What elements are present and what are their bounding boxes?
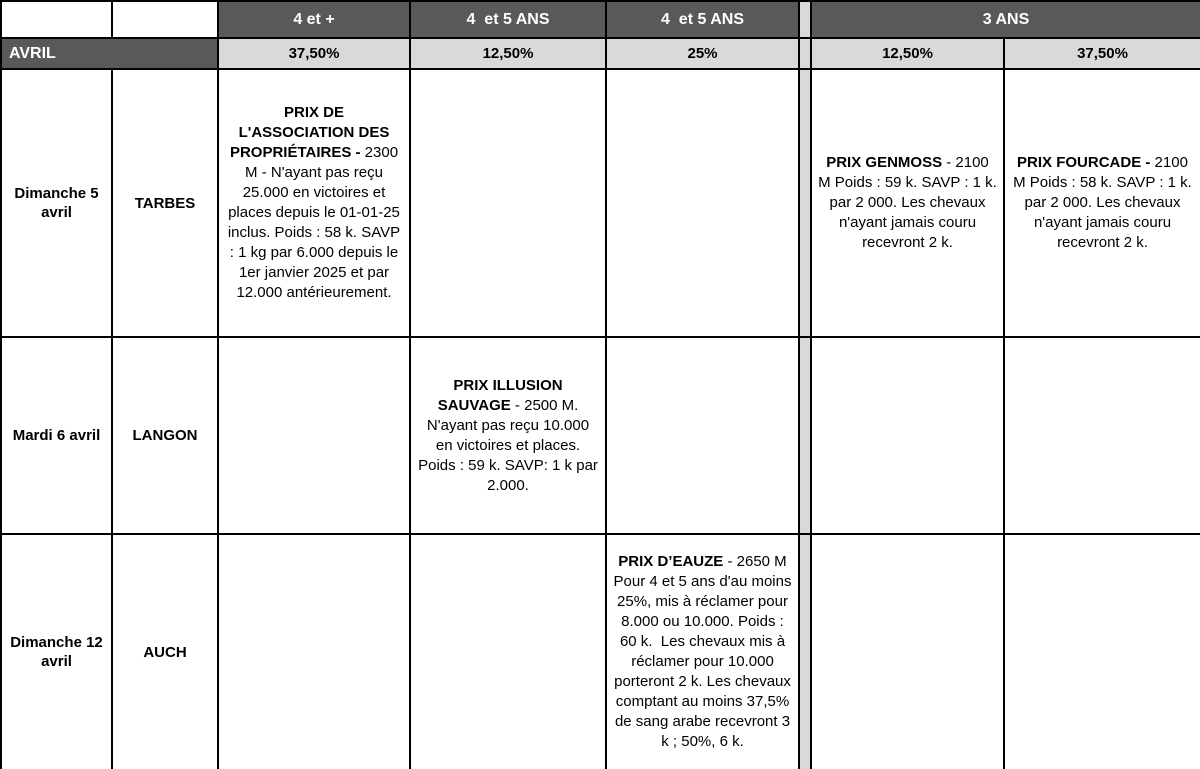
empty-cell	[811, 337, 1004, 534]
venue-cell: LANGON	[112, 337, 218, 534]
separator-column	[799, 69, 811, 337]
race-cell-genmoss	[811, 69, 1004, 337]
race-title: PRIX FOURCADE -	[1017, 154, 1151, 171]
age-group-header-4-et-5-ans-a: 4 et 5 ANS	[410, 1, 606, 38]
date-cell: Dimanche 5 avril	[1, 69, 112, 337]
race-cell-eauze	[606, 534, 799, 769]
percent-cell-col7: 37,50%	[1004, 38, 1200, 69]
venue-cell: AUCH	[112, 534, 218, 769]
race-details: - 2650 M Pour 4 et 5 ans d'au moins 25%, mis à réclamer pour 8.000 ou 10.000. Poids : 60 k. Les chevaux mis à réclamer pour 10.000 porteront 2 k. Les chevaux comptant au moins 37,5% de sang arabe recevront 3 k ; 50%, 6 k.	[613, 553, 796, 750]
race-title: PRIX ILLUSION SAUVAGE	[437, 376, 567, 414]
race-title: PRIX D’EAUZE	[618, 553, 724, 570]
age-group-header-4-et-5-ans-b: 4 et 5 ANS	[606, 1, 799, 38]
percent-cell-col4: 12,50%	[410, 38, 606, 69]
race-details: - 2500 M. N'ayant pas reçu 10.000 en victoires et places. Poids : 59 k. SAVP: 1 k par 2.000.	[418, 396, 603, 494]
separator-column	[799, 38, 811, 69]
race-cell-illusion-sauvage	[410, 337, 606, 534]
race-details: 2300 M - N'ayant pas reçu 25.000 en victoires et places depuis le 01-01-25 inclus. Poids : 58 k. SAVP : 1 kg par 6.000 depuis le 1er janvier 2025 et par 12.000 antérieurement.	[227, 144, 405, 301]
empty-cell	[811, 534, 1004, 769]
venue-cell: TARBES	[112, 69, 218, 337]
race-details: - 2100 M Poids : 59 k. SAVP : 1 k. par 2 000. Les chevaux n'ayant jamais couru recevront 2 k.	[818, 154, 1002, 251]
empty-corner-cell-2	[112, 1, 218, 38]
age-group-header-3-ans: 3 ANS	[811, 1, 1200, 38]
empty-cell	[606, 337, 799, 534]
meeting-row-auch	[1, 534, 1200, 769]
empty-cell	[1004, 534, 1200, 769]
race-cell-association-proprietaires	[218, 69, 410, 337]
percentages-row	[1, 38, 1200, 69]
date-cell: Mardi 6 avril	[1, 337, 112, 534]
date-cell: Dimanche 12 avril	[1, 534, 112, 769]
empty-cell	[410, 69, 606, 337]
empty-cell	[218, 337, 410, 534]
empty-cell	[1004, 337, 1200, 534]
separator-column	[799, 337, 811, 534]
age-group-header-4-et-plus: 4 et +	[218, 1, 410, 38]
empty-cell	[410, 534, 606, 769]
empty-cell	[606, 69, 799, 337]
separator-column	[799, 534, 811, 769]
meeting-row-tarbes	[1, 69, 1200, 337]
percent-cell-col6: 12,50%	[811, 38, 1004, 69]
percent-cell-col5: 25%	[606, 38, 799, 69]
separator-column	[799, 1, 811, 38]
empty-corner-cell-1	[1, 1, 112, 38]
race-title: PRIX GENMOSS	[826, 154, 943, 171]
month-label: AVRIL	[1, 38, 218, 69]
age-group-header-row	[1, 1, 1200, 38]
empty-cell	[218, 534, 410, 769]
race-details: 2100 M Poids : 58 k. SAVP : 1 k. par 2 000. Les chevaux n'ayant jamais couru recevront 2 k.	[1013, 154, 1197, 251]
percent-cell-col3: 37,50%	[218, 38, 410, 69]
meeting-row-langon	[1, 337, 1200, 534]
race-title: PRIX DE L'ASSOCIATION DES PROPRIÉTAIRES -	[229, 104, 394, 161]
race-cell-fourcade	[1004, 69, 1200, 337]
